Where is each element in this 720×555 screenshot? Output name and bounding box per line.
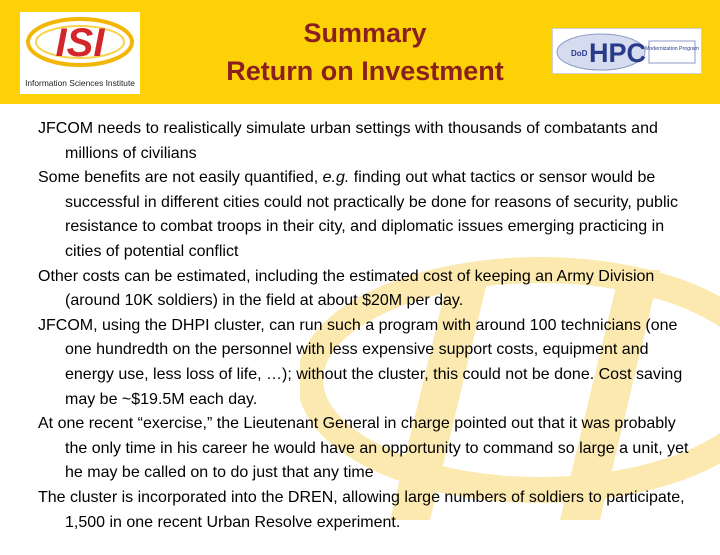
hpc-logo-tagline: Modernization Program — [645, 46, 699, 52]
bullet-item: The cluster is incorporated into the DREN, allowing large numbers of soldiers to participate, 1,500 in one recent Urban Resolve experiment. — [38, 488, 685, 531]
slide-title — [175, 14, 555, 90]
title-line-1: Summary — [303, 18, 427, 48]
isi-logo-mark: ISI — [55, 21, 105, 65]
isi-logo — [20, 12, 140, 94]
bullet-item: JFCOM needs to realistically simulate urban settings with thousands of combatants and millions of civilians — [38, 120, 658, 162]
hpc-logo-prefix: DoD — [571, 49, 588, 58]
hpc-logo-mark: HPC — [589, 38, 647, 68]
isi-logo-graphic — [20, 12, 140, 94]
hpc-logo-graphic — [553, 29, 703, 75]
bullet-item: JFCOM, using the DHPI cluster, can run such a program with around 100 technicians (one one hundredth on the personnel with less expensive support costs, equipment and energy use, less loss of life, …); without the cluster, this could not be done. Cost saving may be ~$19.5M each day. — [38, 316, 683, 408]
bullet-item: Other costs can be estimated, including the estimated cost of keeping an Army Division (around 10K soldiers) in the field at about $20M per day. — [38, 267, 655, 310]
bullet-italic: e.g. — [322, 169, 350, 187]
bullet-item: At one recent “exercise,” the Lieutenant General in charge pointed out that it was probably the only time in his career he would have an opportunity to command so large a unit, yet he may be called on to do just that any time — [38, 415, 689, 482]
bullet-item: Some benefits are not easily quantified, e.g. finding out what tactics or sensor would be successful in different cities could not practically be done for reasons of security, public resistance to combat troops in their city, and diplomatic issues emerging practicing in cities of potential conflict — [38, 169, 679, 260]
hpc-logo — [552, 28, 702, 74]
bullet-list — [38, 117, 698, 535]
isi-logo-caption: Information Sciences Institute — [25, 78, 135, 88]
title-line-2: Return on Investment — [226, 56, 504, 86]
